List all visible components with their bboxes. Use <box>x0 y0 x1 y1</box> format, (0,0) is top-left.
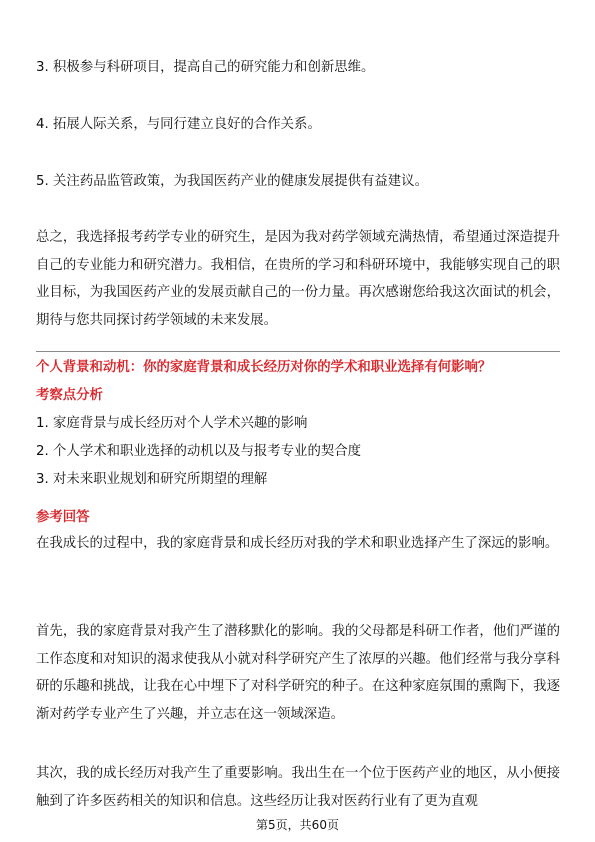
answer-paragraph: 其次，我的成长经历对我产生了重要影响。我出生在一个位于医药产业的地区，从小便接触到了许多医药相关的知识和信息。这些经历让我对医药行业有了更为直观 <box>36 766 560 809</box>
analysis-heading: 考察点分析 <box>36 388 103 403</box>
list-item: 5. 关注药品监管政策，为我国医药产业的健康发展提供有益建议。 <box>36 174 428 189</box>
list-item: 4. 拓展人际关系，与同行建立良好的合作关系。 <box>36 117 321 132</box>
list-item: 3. 积极参与科研项目，提高自己的研究能力和创新思维。 <box>36 60 375 75</box>
section-divider <box>36 351 560 352</box>
answer-paragraph: 首先，我的家庭背景对我产生了潜移默化的影响。我的父母都是科研工作者，他们严谨的工作态度和对知识的渴求使我从小就对科学研究产生了浓厚的兴趣。他们经常与我分享科研的乐趣和挑战，让我在心中埋下了对科学研究的种子。在这种家庭氛围的熏陶下，我逐渐对药学专业产生了兴趣，并立志在这一领域深造。 <box>36 624 560 722</box>
analysis-point: 1. 家庭背景与成长经历对个人学术兴趣的影响 <box>36 416 308 431</box>
answer-paragraph: 在我成长的过程中，我的家庭背景和成长经历对我的学术和职业选择产生了深远的影响。 <box>36 536 559 551</box>
analysis-point: 3. 对未来职业规划和研究所期望的理解 <box>36 472 268 487</box>
page-number: 第5页，共60页 <box>256 818 339 832</box>
interview-question: 个人背景和动机：你的家庭背景和成长经历对你的学术和职业选择有何影响？ <box>36 360 492 375</box>
answer-heading: 参考回答 <box>36 510 90 525</box>
analysis-point: 2. 个人学术和职业选择的动机以及与报考专业的契合度 <box>36 444 362 459</box>
conclusion-paragraph: 总之，我选择报考药学专业的研究生，是因为我对药学领域充满热情，希望通过深造提升自己的专业能力和研究潜力。我相信，在贵所的学习和科研环境中，我能够实现自己的职业目标，为我国医药产业的发展贡献自己的一份力量。再次感谢您给我这次面试的机会，期待与您共同探讨药学领域的未来发展。 <box>36 230 560 328</box>
